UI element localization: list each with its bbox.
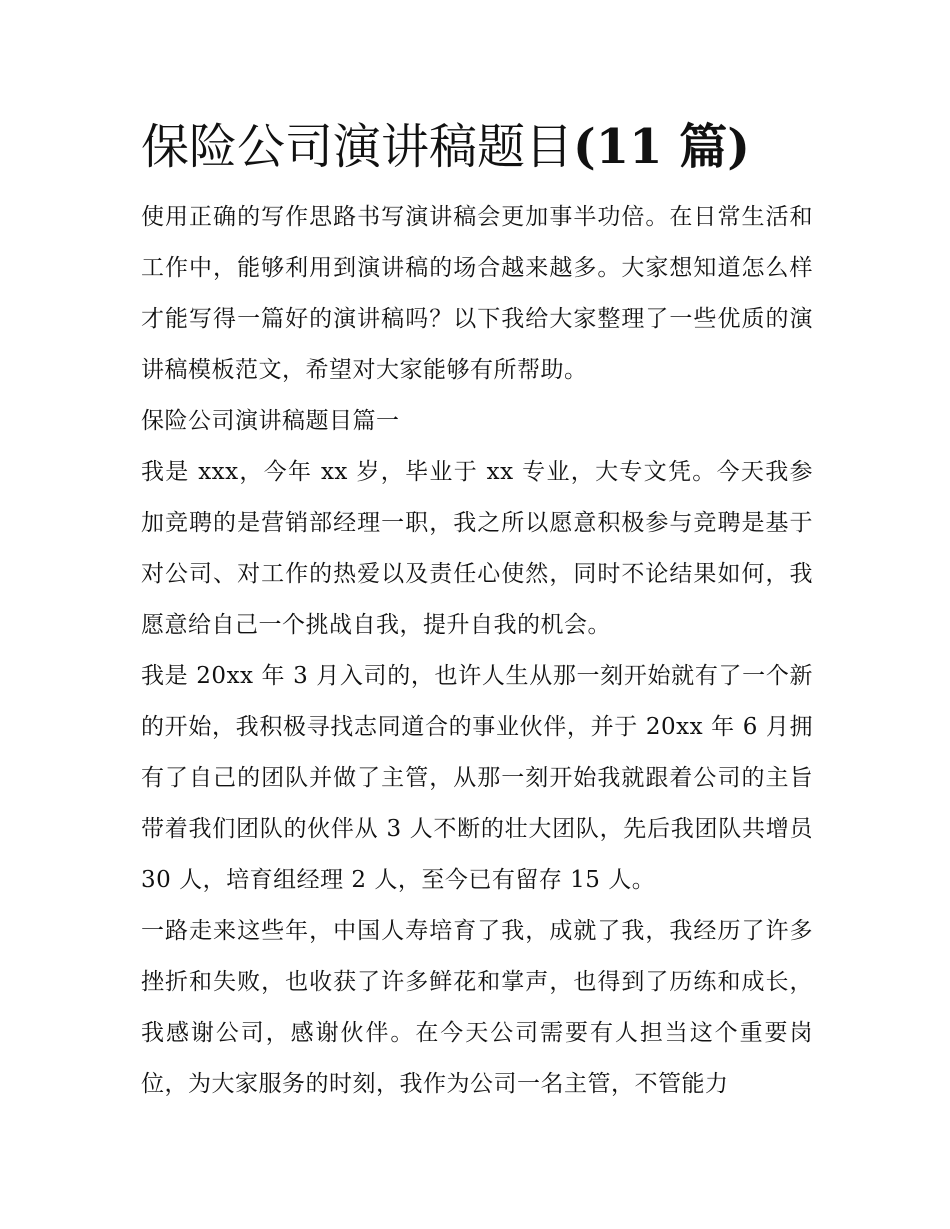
document-page (141, 115, 813, 1110)
body-paragraph-3: 一路走来这些年，中国人寿培育了我，成就了我，我经历了许多挫折和失败，也收获了许多鲜花和掌声，也得到了历练和成长，我感谢公司，感谢伙伴。在今天公司需要有人担当这个重要岗位，为大家服务的时刻，我作为公司一名主管，不管能力 (141, 918, 813, 1097)
title-main: 保险公司演讲稿题目 (141, 119, 574, 175)
document-body (141, 192, 813, 1110)
title-suffix: (11 篇) (573, 119, 750, 175)
intro-paragraph: 使用正确的写作思路书写演讲稿会更加事半功倍。在日常生活和工作中，能够利用到演讲稿的场合越来越多。大家想知道怎么样才能写得一篇好的演讲稿吗？以下我给大家整理了一些优质的演讲稿模板范文，希望对大家能够有所帮助。 (141, 204, 813, 383)
body-paragraph-1: 我是 xxx，今年 xx 岁，毕业于 xx 专业，大专文凭。今天我参加竞聘的是营销部经理一职，我之所以愿意积极参与竞聘是基于对公司、对工作的热爱以及责任心使然，同时不论结果如何，我愿意给自己一个挑战自我，提升自我的机会。 (141, 459, 813, 638)
document-title (141, 115, 813, 179)
body-paragraph-2: 我是 20xx 年 3 月入司的，也许人生从那一刻开始就有了一个新的开始，我积极寻找志同道合的事业伙伴，并于 20xx 年 6 月拥有了自己的团队并做了主管，从那一刻开始我就跟着公司的主旨带着我们团队的伙伴从 3 人不断的壮大团队，先后我团队共增员 30 人，培育组经理 2 人，至今已有留存 15 人。 (141, 663, 813, 893)
section-heading: 保险公司演讲稿题目篇一 (141, 408, 400, 434)
